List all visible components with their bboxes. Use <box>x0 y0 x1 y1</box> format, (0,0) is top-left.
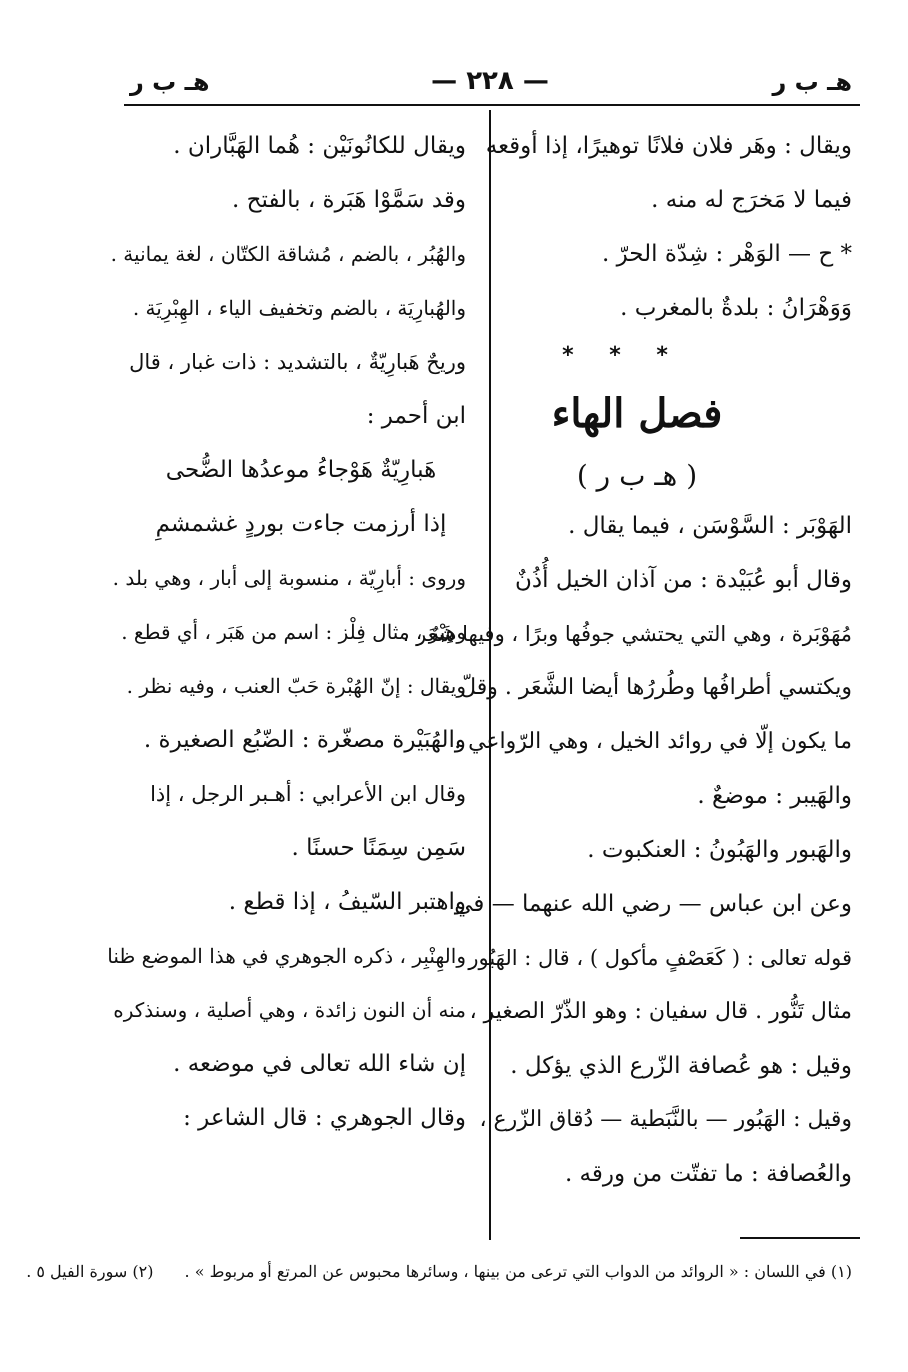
text-line: ويكتسي أطرافُها وطُررُها أيضا الشَّعَر . وقلّ <box>460 675 852 700</box>
text-line: وقال ابن الأعرابي : أهـبر الرجل ، إذا <box>150 782 466 806</box>
text-line: ويقال : وهَر فلان فلانًا توهيرًا، إذا أوقعه <box>485 133 852 159</box>
verse-line: إذا أرزمت جاءت بوردٍ غشمشمِ <box>155 511 447 537</box>
root-heading: ( هـ ب ر ) <box>576 459 698 492</box>
text-line: * ح — الوَهْر : شِدّة الحرّ . <box>601 241 852 267</box>
text-line: الهَوْبَر : السَّوْسَن ، فيما يقال . <box>568 513 852 539</box>
text-line: سَمِن سِمَنًا حسنًا . <box>291 835 466 861</box>
section-separator-stars: * * * <box>562 343 682 368</box>
text-line: وقال أبو عُبَيْدة : من آذان الخيل أُذُنٌ <box>514 567 852 593</box>
page-header <box>120 62 860 102</box>
text-line: وعن ابن عباس — رضي الله عنهما — في <box>454 891 852 917</box>
text-line: والهَبور والهَبُونُ : العنكبوت . <box>587 837 852 863</box>
text-line: والهِنْبِر ، ذكره الجوهري في هذا الموضع ظنا <box>107 944 466 968</box>
text-line: ويقال : إنّ الهُبْرة حَبّ العنب ، وفيه نظر . <box>126 674 466 698</box>
footnotes <box>26 1262 852 1281</box>
text-line: وهِبْرٌ ، مثال فِلْز : اسم من هَبَر ، أي قطع . <box>121 620 466 644</box>
header-root-left: هـ ب ر <box>130 68 210 96</box>
text-line: ما يكون إلّا في روائد الخيل ، وهي الرّواعي . <box>454 729 852 754</box>
section-title: فصل الهاء <box>551 390 723 437</box>
text-line: والهَيبر : موضعٌ . <box>697 783 852 809</box>
footnote-2: (٢) سورة الفيل ٥ . <box>26 1262 154 1281</box>
page-number: — ٢٢٨ — <box>431 66 549 96</box>
text-line: والهُبُر ، بالضم ، مُشاقة الكتّان ، لغة يمانية . <box>110 242 466 266</box>
text-line: وروى : أبارِيّة ، منسوبة إلى أبار ، وهي بلد . <box>112 566 466 590</box>
header-root-right: هـ ب ر <box>772 68 852 96</box>
text-line: وقد سَمَّوْا هَبَرة ، بالفتح . <box>232 187 466 213</box>
text-line: والعُصافة : ما تفتّت من ورقه . <box>564 1161 852 1187</box>
text-line: وَوَهْرَانُ : بلدةٌ بالمغرب . <box>620 295 852 321</box>
text-line: ابن أحمر : <box>366 403 466 429</box>
text-line: والهُبارِيَة ، بالضم وتخفيف الياء ، الهِبْرِيَة . <box>132 296 466 320</box>
left-column <box>107 130 466 1156</box>
text-line: واهتبر السّيفُ ، إذا قطع . <box>228 889 466 915</box>
text-line: وريحٌ هَبارِيّةٌ ، بالتشديد : ذات غبار ، قال <box>129 350 466 374</box>
text-line: والهُبَيْرة مصغّرة : الضّبُع الصغيرة . <box>143 727 466 753</box>
text-line: وقيل : هو عُصافة الزّرع الذي يؤكل . <box>510 1053 852 1079</box>
text-line: فيما لا مَخرَج له منه . <box>651 187 852 213</box>
footnote-rule <box>740 1237 860 1239</box>
text-line: مُهَوْبَرة ، وهي التي يحتشي جوفُها وبرًا ، وفيها شَعَر ، <box>402 622 852 646</box>
text-line: وقيل : الهَبُور — بالنَّبَطية — دُقاق الزّرع ، <box>479 1107 852 1132</box>
header-rule <box>124 104 860 106</box>
footnote-1: (١) في اللسان : « الروائد من الدواب التي ترعى من بينها ، وسائرها محبوس عن المرتع أو مربوط » . <box>184 1262 852 1281</box>
text-line: وقال الجوهري : قال الشاعر : <box>183 1105 466 1131</box>
text-line: مثال تَنُّور . قال سفيان : وهو الذّرّ الصغير ، <box>469 999 852 1024</box>
text-line: قوله تعالى : ( كَعَصْفٍ مأكول ) ، قال : الهَبُور <box>468 946 852 970</box>
text-line: إن شاء الله تعالى في موضعه . <box>173 1051 466 1077</box>
text-line: منه أن النون زائدة ، وهي أصلية ، وسنذكره <box>113 998 466 1022</box>
text-line: ويقال للكانُونَيْن : هُما الهَبَّاران . <box>173 133 466 159</box>
verse-line: هَبارِيّةٌ هَوْجاءُ موعدُها الضُّحى <box>165 457 437 483</box>
